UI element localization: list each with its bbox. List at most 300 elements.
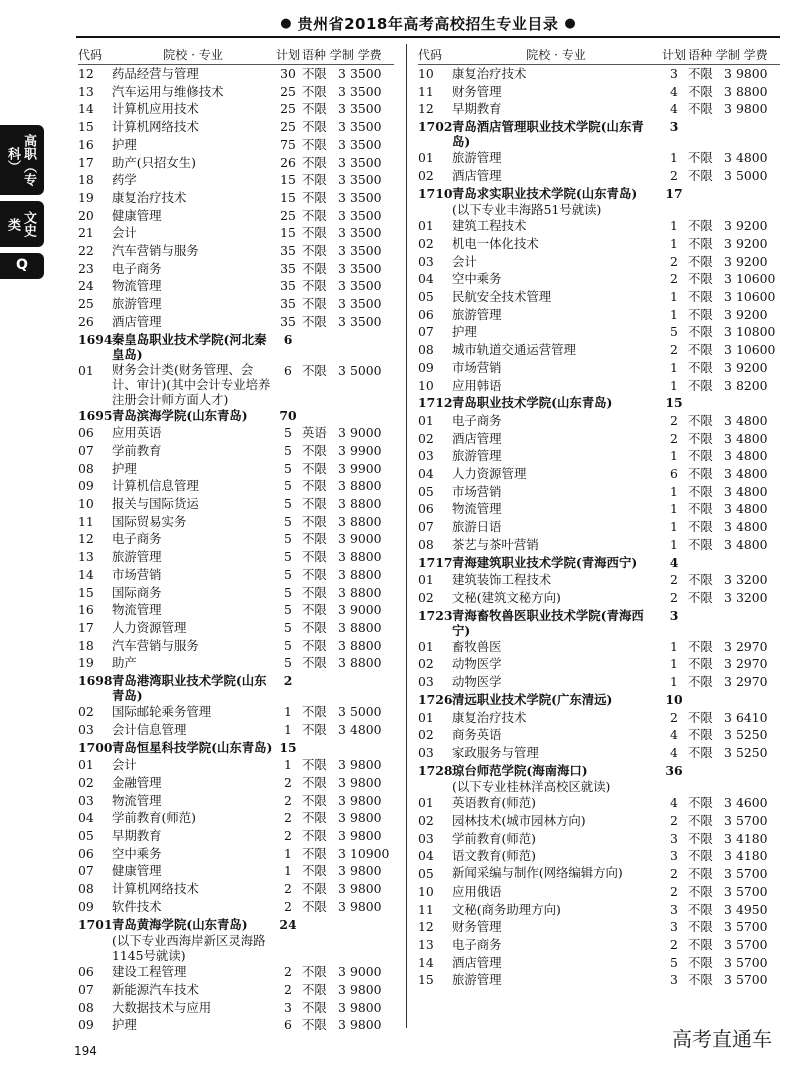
- row-plan: 2: [670, 866, 678, 882]
- row-plan: 2: [284, 981, 292, 997]
- major-row: [418, 465, 780, 483]
- row-plan: 2: [670, 271, 678, 287]
- major-row: [78, 548, 394, 566]
- row-fee: 9200: [736, 359, 768, 375]
- row-code: 21: [78, 225, 94, 241]
- major-row: [418, 726, 780, 744]
- major-row: [418, 536, 780, 554]
- row-plan: 5: [284, 566, 292, 582]
- row-fee: 9800: [350, 999, 382, 1015]
- row-plan: 15: [280, 189, 296, 205]
- row-years: 3: [724, 253, 732, 269]
- row-years: 3: [724, 972, 732, 988]
- row-lang: 不限: [302, 655, 327, 671]
- row-years: 3: [724, 638, 732, 654]
- row-years: 3: [724, 289, 732, 305]
- row-name: 助产: [112, 655, 137, 671]
- major-row: [78, 295, 394, 313]
- row-lang: 不限: [302, 981, 327, 997]
- row-fee: 4800: [736, 536, 768, 552]
- row-years: 3: [338, 260, 346, 276]
- row-name: (以下专业丰海路51号就读): [452, 202, 602, 218]
- row-years: 3: [338, 119, 346, 135]
- row-years: 3: [338, 362, 346, 378]
- row-plan: 2: [670, 589, 678, 605]
- row-fee: 3200: [736, 589, 768, 605]
- row-fee: 3500: [350, 296, 382, 312]
- school-row: [78, 331, 394, 362]
- row-name: (以下专业桂林洋高校区就读): [452, 779, 611, 795]
- major-row: [418, 149, 780, 167]
- row-fee: 9800: [350, 898, 382, 914]
- row-fee: 4180: [736, 830, 768, 846]
- row-name: 建筑装饰工程技术: [452, 572, 552, 588]
- column-divider: [406, 44, 407, 1028]
- row-fee: 9800: [350, 981, 382, 997]
- row-years: 3: [724, 954, 732, 970]
- row-years: 3: [338, 810, 346, 826]
- major-row: [78, 637, 394, 655]
- row-name: 青岛恒星科技学院(山东青岛): [112, 739, 273, 755]
- row-name: 语文教育(师范): [452, 848, 537, 864]
- row-plan: 1: [670, 674, 678, 690]
- row-name: 应用英语: [112, 425, 162, 441]
- row-code: 1710: [418, 185, 453, 201]
- row-name: 康复治疗技术: [452, 709, 527, 725]
- row-lang: 不限: [688, 709, 713, 725]
- major-row: [418, 918, 780, 936]
- row-name: 旅游管理: [112, 549, 162, 565]
- header-lang-years-fee: 语种 学制 学费: [688, 47, 768, 62]
- row-years: 3: [338, 655, 346, 671]
- major-row: [418, 341, 780, 359]
- row-plan: 1: [670, 501, 678, 517]
- row-lang: 不限: [688, 727, 713, 743]
- row-code: 08: [78, 881, 94, 897]
- row-lang: 不限: [302, 999, 327, 1015]
- row-fee: 8800: [350, 566, 382, 582]
- row-code: 14: [78, 101, 94, 117]
- row-plan: 15: [279, 739, 297, 755]
- row-plan: 2: [284, 964, 292, 980]
- row-fee: 5700: [736, 866, 768, 882]
- row-code: 09: [418, 359, 434, 375]
- row-code: 19: [78, 655, 94, 671]
- major-row: [418, 359, 780, 377]
- row-code: 24: [78, 278, 94, 294]
- row-fee: 9800: [350, 757, 382, 773]
- row-code: 12: [78, 66, 94, 81]
- row-lang: 不限: [688, 271, 713, 287]
- row-name: (以下专业西海岸新区灵海路1145号就读): [112, 933, 266, 964]
- major-row: [78, 171, 394, 189]
- row-plan: 75: [280, 136, 296, 152]
- row-fee: 3500: [350, 154, 382, 170]
- row-fee: 3500: [350, 225, 382, 241]
- row-fee: 4600: [736, 795, 768, 811]
- row-lang: 不限: [302, 704, 327, 720]
- row-lang: 不限: [302, 101, 327, 117]
- note-row: [418, 202, 780, 217]
- row-lang: 不限: [302, 66, 327, 81]
- row-fee: 5700: [736, 972, 768, 988]
- row-plan: 15: [665, 395, 683, 411]
- row-years: 3: [338, 964, 346, 980]
- row-code: 05: [418, 483, 434, 499]
- row-code: 02: [418, 656, 434, 672]
- row-plan: 4: [669, 554, 679, 570]
- row-code: 01: [418, 638, 434, 654]
- row-name: 护理: [112, 1017, 137, 1033]
- row-plan: 2: [284, 792, 292, 808]
- row-code: 05: [418, 866, 434, 882]
- row-years: 3: [338, 845, 346, 861]
- row-years: 3: [724, 501, 732, 517]
- row-years: 3: [724, 519, 732, 535]
- row-fee: 2970: [736, 638, 768, 654]
- row-years: 3: [724, 448, 732, 464]
- row-lang: 不限: [688, 744, 713, 760]
- header-lang-years-fee: 语种 学制 学费: [302, 47, 382, 62]
- major-row: [418, 483, 780, 501]
- row-fee: 9800: [350, 828, 382, 844]
- major-row: [78, 530, 394, 548]
- side-tabs: [0, 125, 44, 285]
- row-years: 3: [338, 243, 346, 259]
- row-lang: 不限: [688, 936, 713, 952]
- row-name: 国际贸易实务: [112, 513, 187, 529]
- row-years: 3: [338, 478, 346, 494]
- row-code: 22: [78, 243, 94, 259]
- major-row: [78, 792, 394, 810]
- major-row: [78, 100, 394, 118]
- row-fee: 8200: [736, 377, 768, 393]
- row-lang: 不限: [302, 278, 327, 294]
- header-code: 代码: [418, 47, 443, 62]
- row-code: 15: [78, 584, 94, 600]
- row-plan: 5: [284, 584, 292, 600]
- row-plan: 1: [670, 150, 678, 166]
- row-fee: 4800: [736, 519, 768, 535]
- major-row: [78, 809, 394, 827]
- row-code: 08: [78, 460, 94, 476]
- row-years: 3: [724, 66, 732, 81]
- major-row: [78, 242, 394, 260]
- row-name: 国际商务: [112, 584, 162, 600]
- row-lang: 不限: [688, 66, 713, 81]
- row-code: 13: [78, 83, 94, 99]
- row-name: 会计: [452, 253, 477, 269]
- row-name: 人力资源管理: [112, 619, 187, 635]
- major-row: [78, 721, 394, 739]
- row-lang: 不限: [688, 253, 713, 269]
- major-row: [78, 460, 394, 478]
- row-plan: 2: [283, 673, 293, 689]
- row-fee: 9800: [350, 1017, 382, 1033]
- right-table-body: [418, 65, 780, 989]
- row-code: 13: [78, 549, 94, 565]
- row-plan: 5: [284, 425, 292, 441]
- row-lang: 不限: [688, 572, 713, 588]
- row-name: 人力资源管理: [452, 466, 527, 482]
- row-years: 3: [724, 359, 732, 375]
- row-fee: 3500: [350, 313, 382, 329]
- major-row: [418, 500, 780, 518]
- row-name: 建设工程管理: [112, 964, 187, 980]
- major-row: [78, 424, 394, 442]
- major-row: [418, 744, 780, 762]
- row-code: 08: [418, 536, 434, 552]
- row-name: 护理: [112, 136, 137, 152]
- major-row: [78, 65, 394, 83]
- left-table-body: [78, 65, 394, 1034]
- row-plan: 6: [284, 362, 292, 378]
- row-name: 空中乘务: [112, 845, 162, 861]
- row-plan: 2: [670, 430, 678, 446]
- row-name: 护理: [452, 324, 477, 340]
- row-name: 早期教育: [452, 101, 502, 117]
- row-code: 03: [78, 792, 94, 808]
- row-years: 3: [338, 101, 346, 117]
- school-row: [78, 672, 394, 703]
- major-row: [418, 638, 780, 656]
- row-lang: 不限: [302, 602, 327, 618]
- row-lang: 不限: [688, 954, 713, 970]
- row-code: 02: [418, 813, 434, 829]
- row-code: 12: [418, 101, 434, 117]
- row-years: 3: [338, 207, 346, 223]
- row-code: 18: [78, 637, 94, 653]
- row-code: 1698: [78, 673, 113, 689]
- row-fee: 3500: [350, 189, 382, 205]
- row-name: 药学: [112, 172, 137, 188]
- row-name: 民航安全技术管理: [452, 289, 552, 305]
- row-years: 3: [724, 813, 732, 829]
- major-row: [78, 619, 394, 637]
- row-code: 26: [78, 313, 94, 329]
- row-code: 04: [418, 466, 434, 482]
- row-lang: 不限: [688, 848, 713, 864]
- row-fee: 9800: [350, 863, 382, 879]
- row-plan: 1: [670, 377, 678, 393]
- row-years: 3: [724, 306, 732, 322]
- row-years: 3: [338, 313, 346, 329]
- row-lang: 不限: [302, 478, 327, 494]
- row-fee: 4800: [736, 466, 768, 482]
- major-row: [418, 865, 780, 883]
- major-row: [418, 412, 780, 430]
- row-code: 09: [78, 1017, 94, 1033]
- row-plan: 2: [670, 883, 678, 899]
- row-code: 15: [78, 119, 94, 135]
- row-years: 3: [338, 189, 346, 205]
- row-years: 3: [724, 271, 732, 287]
- row-lang: 不限: [302, 136, 327, 152]
- row-name: 园林技术(城市园林方向): [452, 813, 586, 829]
- major-row: [418, 709, 780, 727]
- row-code: 10: [78, 496, 94, 512]
- row-lang: 不限: [302, 442, 327, 458]
- row-years: 3: [724, 377, 732, 393]
- row-code: 06: [78, 425, 94, 441]
- row-plan: 5: [284, 478, 292, 494]
- left-table-header: [78, 44, 394, 65]
- row-years: 3: [338, 442, 346, 458]
- row-plan: 1: [284, 757, 292, 773]
- row-code: 01: [418, 218, 434, 234]
- major-row: [418, 971, 780, 989]
- major-row: [78, 477, 394, 495]
- row-years: 3: [724, 589, 732, 605]
- row-name: 旅游日语: [452, 519, 502, 535]
- row-years: 3: [724, 883, 732, 899]
- row-plan: 36: [665, 762, 683, 778]
- row-code: 12: [418, 919, 434, 935]
- row-fee: 8800: [350, 584, 382, 600]
- row-code: 1695: [78, 407, 113, 423]
- row-name: 健康管理: [112, 207, 162, 223]
- major-row: [418, 518, 780, 536]
- row-plan: 35: [280, 260, 296, 276]
- row-plan: 1: [284, 845, 292, 861]
- row-code: 17: [78, 619, 94, 635]
- row-code: 01: [418, 795, 434, 811]
- major-row: [418, 306, 780, 324]
- row-fee: 5700: [736, 919, 768, 935]
- row-years: 3: [724, 324, 732, 340]
- row-fee: 9800: [350, 881, 382, 897]
- row-years: 3: [338, 704, 346, 720]
- right-table-header: [418, 44, 780, 65]
- row-plan: 5: [284, 549, 292, 565]
- row-code: 25: [78, 296, 94, 312]
- row-years: 3: [724, 536, 732, 552]
- row-code: 04: [418, 848, 434, 864]
- row-name: 康复治疗技术: [112, 189, 187, 205]
- row-lang: 不限: [688, 324, 713, 340]
- row-name: 物流管理: [112, 792, 162, 808]
- school-row: [418, 554, 780, 572]
- row-name: 计算机信息管理: [112, 478, 199, 494]
- row-fee: 9200: [736, 218, 768, 234]
- row-name: 会计信息管理: [112, 721, 187, 737]
- row-lang: 不限: [688, 830, 713, 846]
- row-lang: 不限: [688, 536, 713, 552]
- row-fee: 5700: [736, 813, 768, 829]
- major-row: [418, 847, 780, 865]
- row-code: 19: [78, 189, 94, 205]
- row-lang: 不限: [688, 589, 713, 605]
- row-fee: 8800: [350, 655, 382, 671]
- row-name: 学前教育(师范): [112, 810, 197, 826]
- row-name: 市场营销: [452, 359, 502, 375]
- row-years: 3: [338, 172, 346, 188]
- row-code: 03: [78, 721, 94, 737]
- row-plan: 6: [670, 466, 678, 482]
- row-name: 护理: [112, 460, 137, 476]
- left-column: [78, 44, 394, 1033]
- row-code: 03: [418, 253, 434, 269]
- row-name: 酒店管理: [112, 313, 162, 329]
- header-dot-left: ●: [280, 15, 292, 31]
- header-dot-right: ●: [564, 15, 576, 31]
- row-code: 01: [78, 362, 94, 378]
- row-code: 1700: [78, 739, 113, 755]
- row-fee: 2970: [736, 656, 768, 672]
- row-name: 报关与国际货运: [112, 496, 199, 512]
- row-plan: 2: [284, 828, 292, 844]
- row-name: 城市轨道交通运营管理: [452, 342, 576, 358]
- row-plan: 2: [670, 342, 678, 358]
- row-name: 琼台师范学院(海南海口): [452, 762, 588, 778]
- row-years: 3: [338, 225, 346, 241]
- major-row: [78, 999, 394, 1017]
- row-lang: 不限: [688, 235, 713, 251]
- row-name: 汽车营销与服务: [112, 637, 199, 653]
- row-fee: 9000: [350, 602, 382, 618]
- row-code: 09: [78, 478, 94, 494]
- row-code: 01: [418, 572, 434, 588]
- row-lang: 不限: [688, 218, 713, 234]
- row-code: 14: [418, 954, 434, 970]
- row-name: 计算机网络技术: [112, 881, 199, 897]
- major-row: [418, 377, 780, 395]
- right-column: [418, 44, 780, 1028]
- row-plan: 25: [280, 207, 296, 223]
- major-row: [418, 571, 780, 589]
- row-name: 市场营销: [112, 566, 162, 582]
- row-plan: 1: [670, 638, 678, 654]
- row-code: 06: [78, 964, 94, 980]
- row-years: 3: [724, 744, 732, 760]
- row-years: 3: [338, 981, 346, 997]
- row-plan: 1: [284, 863, 292, 879]
- row-code: 1694: [78, 331, 113, 347]
- row-name: 青岛港湾职业技术学院(山东青岛): [112, 673, 267, 704]
- row-code: 08: [78, 999, 94, 1015]
- row-fee: 9800: [736, 101, 768, 117]
- row-lang: 不限: [302, 898, 327, 914]
- row-lang: 不限: [688, 501, 713, 517]
- row-name: 健康管理: [112, 863, 162, 879]
- row-years: 3: [338, 296, 346, 312]
- row-name: 财务管理: [452, 919, 502, 935]
- row-lang: 不限: [302, 1017, 327, 1033]
- major-row: [418, 794, 780, 812]
- row-name: 文秘(建筑文秘方向): [452, 589, 561, 605]
- school-row: [418, 762, 780, 780]
- row-years: 3: [338, 425, 346, 441]
- row-years: 3: [724, 342, 732, 358]
- row-lang: 不限: [302, 225, 327, 241]
- row-years: 3: [724, 795, 732, 811]
- major-row: [78, 963, 394, 981]
- school-row: [78, 916, 394, 934]
- header-name: 院校 · 专业: [526, 47, 586, 62]
- row-code: 17: [78, 154, 94, 170]
- row-lang: 不限: [688, 150, 713, 166]
- row-years: 3: [724, 218, 732, 234]
- major-row: [78, 362, 394, 407]
- row-plan: 3: [670, 66, 678, 81]
- row-lang: 不限: [688, 919, 713, 935]
- major-row: [78, 277, 394, 295]
- row-lang: 不限: [688, 377, 713, 393]
- row-fee: 10600: [736, 289, 776, 305]
- row-fee: 9800: [736, 66, 768, 81]
- row-years: 3: [724, 656, 732, 672]
- row-plan: 2: [670, 167, 678, 183]
